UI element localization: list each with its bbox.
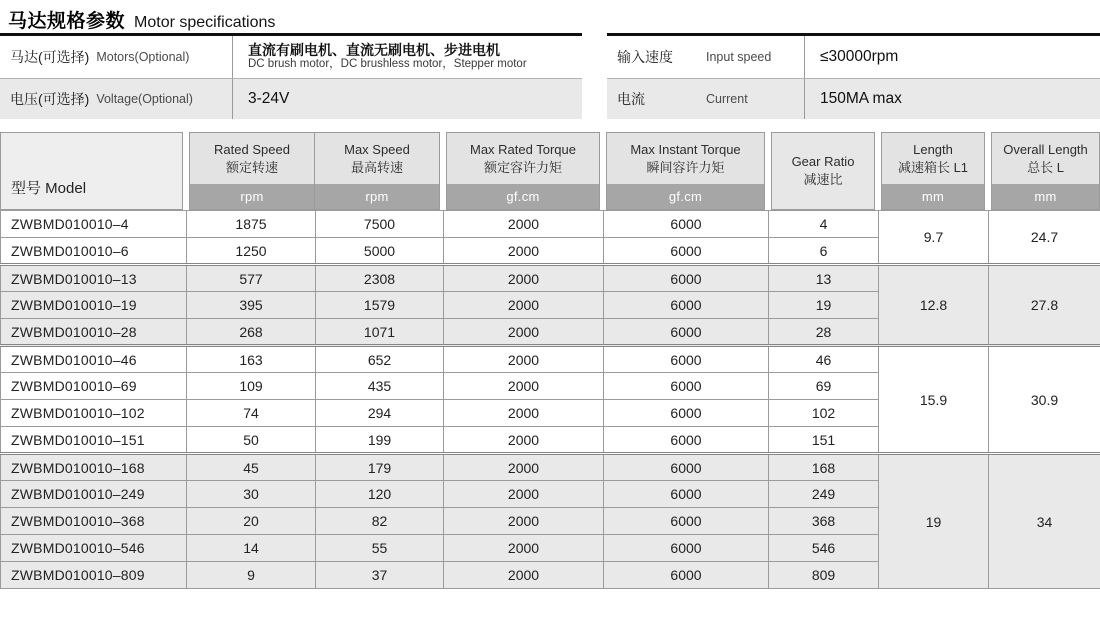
unit-length-l1: mm [882,184,984,209]
motors-label [0,36,233,78]
motors-value-en: DC brush motor，DC brushless motor，Stepper motor [248,58,527,71]
max-rated-torque-cell: 2000 [444,508,604,535]
model-cell: ZWBMD010010–249 [1,481,187,508]
table-row [1,265,1100,292]
model-cell: ZWBMD010010–46 [1,346,187,373]
max-rated-torque-cell: 2000 [444,319,604,346]
model-cell: ZWBMD010010–151 [1,427,187,454]
max-rated-torque-cell: 2000 [444,427,604,454]
max-rated-torque-cell: 2000 [444,346,604,373]
input-speed-label [607,36,805,78]
model-cell: ZWBMD010010–28 [1,319,187,346]
rated-speed-cell: 268 [187,319,316,346]
max-rated-torque-cell: 2000 [444,373,604,400]
spec-group-1 [1,211,1100,265]
model-cell: ZWBMD010010–4 [1,211,187,238]
gear-ratio-cell: 249 [769,481,879,508]
gear-ratio-cell: 168 [769,454,879,481]
info-row-motors [0,36,582,78]
spec-table-header [0,132,1100,210]
spec-table [0,210,1100,589]
voltage-label [0,79,233,119]
info-table-speed-current [607,33,1100,119]
max-rated-torque-cell: 2000 [444,454,604,481]
motors-label-en: Motors(Optional) [96,50,190,64]
max-speed-cell: 199 [316,427,444,454]
gear-ratio-cell: 46 [769,346,879,373]
gear-ratio-cell: 13 [769,265,879,292]
max-instant-torque-cell: 6000 [604,508,769,535]
unit-max-instant-torque: gf.cm [607,184,764,209]
table-row [1,454,1100,481]
current-value: 150MA max [820,90,902,107]
info-tables [0,33,1100,119]
max-instant-torque-cell: 6000 [604,427,769,454]
max-rated-torque-cell: 2000 [444,238,604,265]
max-speed-cell: 2308 [316,265,444,292]
header-max-speed: Max Speed 最高转速 rpm [314,133,439,209]
model-cell: ZWBMD010010–368 [1,508,187,535]
max-rated-torque-cell: 2000 [444,400,604,427]
rated-speed-cell: 45 [187,454,316,481]
unit-overall-length: mm [992,184,1099,209]
rated-speed-cell: 74 [187,400,316,427]
voltage-label-en: Voltage(Optional) [96,92,193,106]
header-model: 型号 Model [0,132,183,210]
model-cell: ZWBMD010010–102 [1,400,187,427]
rated-speed-cell: 109 [187,373,316,400]
overall-length-cell: 27.8 [989,265,1100,346]
max-instant-torque-cell: 6000 [604,211,769,238]
max-rated-torque-cell: 2000 [444,265,604,292]
max-instant-torque-cell: 6000 [604,481,769,508]
max-speed-cell: 55 [316,535,444,562]
overall-length-cell: 34 [989,454,1100,589]
header-max-rated-torque: Max Rated Torque 额定容许力矩 gf.cm [446,132,600,210]
header-rated-speed: Rated Speed 额定转速 rpm [190,133,314,209]
page-title-zh: 马达规格参数 [8,11,126,32]
max-speed-cell: 652 [316,346,444,373]
rated-speed-cell: 577 [187,265,316,292]
rated-speed-cell: 395 [187,292,316,319]
length-l1-cell: 19 [879,454,989,589]
max-speed-cell: 82 [316,508,444,535]
gear-ratio-cell: 6 [769,238,879,265]
max-speed-cell: 1071 [316,319,444,346]
rated-speed-cell: 50 [187,427,316,454]
max-instant-torque-cell: 6000 [604,319,769,346]
voltage-label-zh: 电压(可选择) [10,91,90,107]
header-overall-length: Overall Length 总长 L mm [991,132,1100,210]
max-rated-torque-cell: 2000 [444,292,604,319]
model-cell: ZWBMD010010–13 [1,265,187,292]
current-label-zh: 电流 [617,91,645,107]
gear-ratio-cell: 28 [769,319,879,346]
max-speed-cell: 7500 [316,211,444,238]
max-instant-torque-cell: 6000 [604,238,769,265]
gear-ratio-cell: 809 [769,562,879,589]
current-label-en: Current [706,92,748,106]
overall-length-cell: 24.7 [989,211,1100,265]
max-instant-torque-cell: 6000 [604,535,769,562]
model-cell: ZWBMD010010–168 [1,454,187,481]
page-title [0,0,1100,32]
gear-ratio-cell: 4 [769,211,879,238]
max-speed-cell: 1579 [316,292,444,319]
gear-ratio-cell: 546 [769,535,879,562]
max-rated-torque-cell: 2000 [444,481,604,508]
spec-group-2 [1,265,1100,346]
length-l1-cell: 9.7 [879,211,989,265]
max-instant-torque-cell: 6000 [604,400,769,427]
gear-ratio-cell: 151 [769,427,879,454]
max-instant-torque-cell: 6000 [604,346,769,373]
motors-value [233,42,582,72]
header-gear-ratio: Gear Ratio 减速比 [771,132,875,210]
rated-speed-cell: 1250 [187,238,316,265]
info-row-input-speed [607,36,1100,78]
rated-speed-cell: 9 [187,562,316,589]
max-speed-cell: 179 [316,454,444,481]
motors-label-zh: 马达(可选择) [10,49,90,65]
page-title-en: Motor specifications [134,14,276,31]
rated-speed-cell: 14 [187,535,316,562]
input-speed-label-en: Input speed [706,50,772,64]
model-cell: ZWBMD010010–6 [1,238,187,265]
model-cell: ZWBMD010010–69 [1,373,187,400]
model-cell: ZWBMD010010–546 [1,535,187,562]
rated-speed-cell: 30 [187,481,316,508]
max-speed-cell: 5000 [316,238,444,265]
max-speed-cell: 37 [316,562,444,589]
header-speed-group [189,132,440,210]
length-l1-cell: 15.9 [879,346,989,454]
max-speed-cell: 294 [316,400,444,427]
unit-rated-speed: rpm [190,184,314,209]
table-row [1,346,1100,373]
info-table-motors-voltage [0,33,582,119]
length-l1-cell: 12.8 [879,265,989,346]
model-cell: ZWBMD010010–19 [1,292,187,319]
max-instant-torque-cell: 6000 [604,373,769,400]
rated-speed-cell: 1875 [187,211,316,238]
overall-length-cell: 30.9 [989,346,1100,454]
gear-ratio-cell: 102 [769,400,879,427]
spec-group-3 [1,346,1100,454]
gear-ratio-cell: 19 [769,292,879,319]
max-instant-torque-cell: 6000 [604,454,769,481]
max-speed-cell: 435 [316,373,444,400]
info-row-voltage [0,78,582,119]
voltage-value: 3-24V [248,90,290,107]
max-instant-torque-cell: 6000 [604,292,769,319]
model-cell: ZWBMD010010–809 [1,562,187,589]
rated-speed-cell: 163 [187,346,316,373]
max-instant-torque-cell: 6000 [604,562,769,589]
table-row [1,211,1100,238]
max-rated-torque-cell: 2000 [444,562,604,589]
max-instant-torque-cell: 6000 [604,265,769,292]
spec-group-4 [1,454,1100,589]
header-length-l1: Length 减速箱长 L1 mm [881,132,985,210]
info-row-current [607,78,1100,119]
gear-ratio-cell: 69 [769,373,879,400]
max-speed-cell: 120 [316,481,444,508]
rated-speed-cell: 20 [187,508,316,535]
motors-value-zh: 直流有刷电机、直流无刷电机、步进电机 [248,42,500,59]
input-speed-value: ≤30000rpm [820,48,899,65]
unit-max-rated-torque: gf.cm [447,184,599,209]
current-label [607,79,805,119]
max-rated-torque-cell: 2000 [444,535,604,562]
max-rated-torque-cell: 2000 [444,211,604,238]
unit-max-speed: rpm [315,184,439,209]
gear-ratio-cell: 368 [769,508,879,535]
header-max-instant-torque: Max Instant Torque 瞬间容许力矩 gf.cm [606,132,765,210]
input-speed-label-zh: 输入速度 [617,49,673,65]
